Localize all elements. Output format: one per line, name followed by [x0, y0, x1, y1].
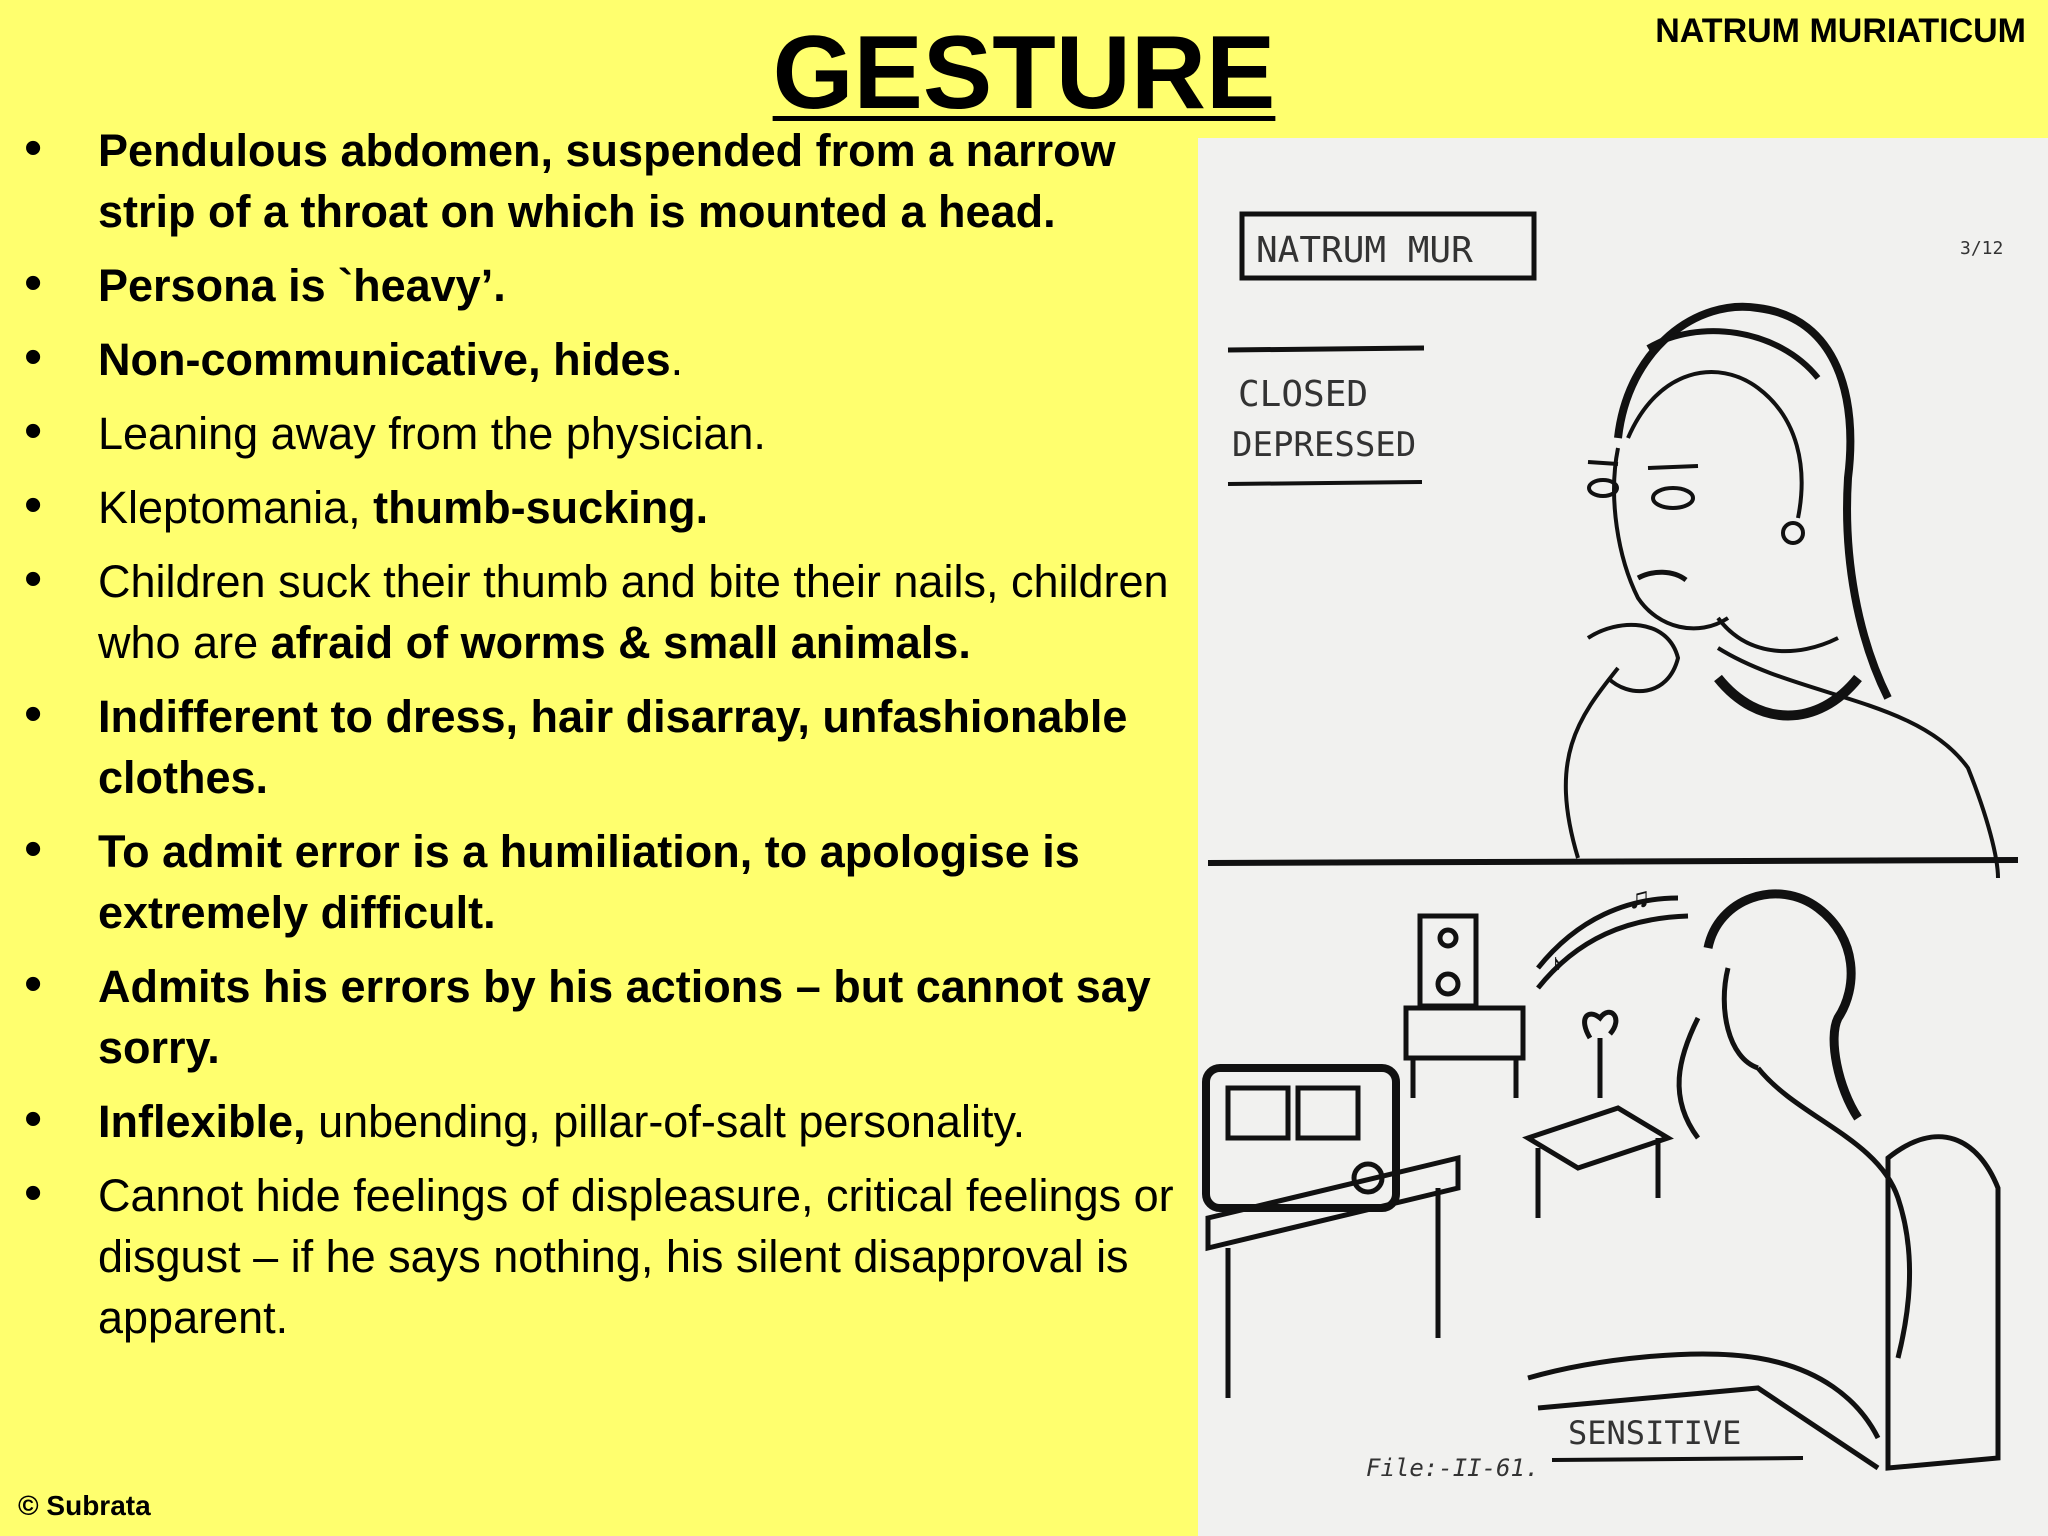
bullet-item — [22, 329, 1202, 390]
bullet-text: To admit error is a humiliation, to apologise is extremely difficult. — [98, 826, 1080, 938]
bullet-item — [22, 1165, 1202, 1348]
svg-text:♫: ♫ — [1628, 882, 1651, 915]
bullet-text: unbending, pillar-of-salt personality. — [305, 1096, 1026, 1147]
bullet-item — [22, 255, 1202, 316]
panel-divider — [1208, 860, 2018, 863]
svg-text:♪: ♪ — [1548, 948, 1563, 981]
bullet-text: . — [670, 334, 684, 385]
page-title: GESTURE — [772, 15, 1276, 131]
bullet-text: Cannot hide feelings of displeasure, critical feelings or disgust – if he says nothing, his silent disapproval is apparent. — [98, 1170, 1174, 1343]
bullet-text: Inflexible, — [98, 1096, 306, 1147]
bullet-item — [22, 1091, 1202, 1152]
sketch-svg — [1198, 138, 2048, 1536]
bullet-text: afraid of worms & small animals. — [270, 617, 971, 668]
page-number: 3/12 — [1960, 238, 2004, 259]
caption-closed: CLOSED — [1238, 374, 1369, 415]
bullet-item — [22, 686, 1202, 808]
caption-rule-top — [1228, 348, 1424, 350]
copyright-note: © Subrata — [18, 1490, 151, 1521]
bullet-text: Pendulous abdomen, suspended from a narrow strip of a throat on which is mounted a head. — [98, 125, 1116, 237]
file-note: File:-II-61. — [1366, 1454, 1540, 1482]
bullet-item — [22, 120, 1202, 242]
sign-label: NATRUM MUR — [1256, 230, 1473, 271]
bullet-item — [22, 477, 1202, 538]
bullet-text: Indifferent to dress, hair disarray, unfashionable clothes. — [98, 691, 1128, 803]
bullet-list — [22, 120, 1202, 1361]
bullet-text: Admits his errors by his actions – but cannot say sorry. — [98, 961, 1151, 1073]
remedy-label: NATRUM MURIATICUM — [1655, 12, 2026, 50]
caption-rule-sensitive — [1552, 1458, 1803, 1460]
bullet-text: Children suck their thumb and bite their nails, children who are — [98, 556, 1169, 668]
bullet-item — [22, 551, 1202, 673]
bullet-item — [22, 956, 1202, 1078]
bullet-item — [22, 403, 1202, 464]
bullet-text: thumb-sucking. — [373, 482, 709, 533]
bullet-text: Leaning away from the physician. — [98, 408, 766, 459]
caption-sensitive: SENSITIVE — [1568, 1414, 1742, 1452]
caption-rule-bottom — [1228, 482, 1422, 484]
bullet-item — [22, 821, 1202, 943]
bullet-text: Non-communicative, hides — [98, 334, 671, 385]
bullet-text: Persona is `heavy’. — [98, 260, 506, 311]
cartoon-illustration — [1198, 138, 2048, 1536]
caption-depressed: DEPRESSED — [1232, 425, 1417, 465]
bullet-text: Kleptomania, — [98, 482, 374, 533]
